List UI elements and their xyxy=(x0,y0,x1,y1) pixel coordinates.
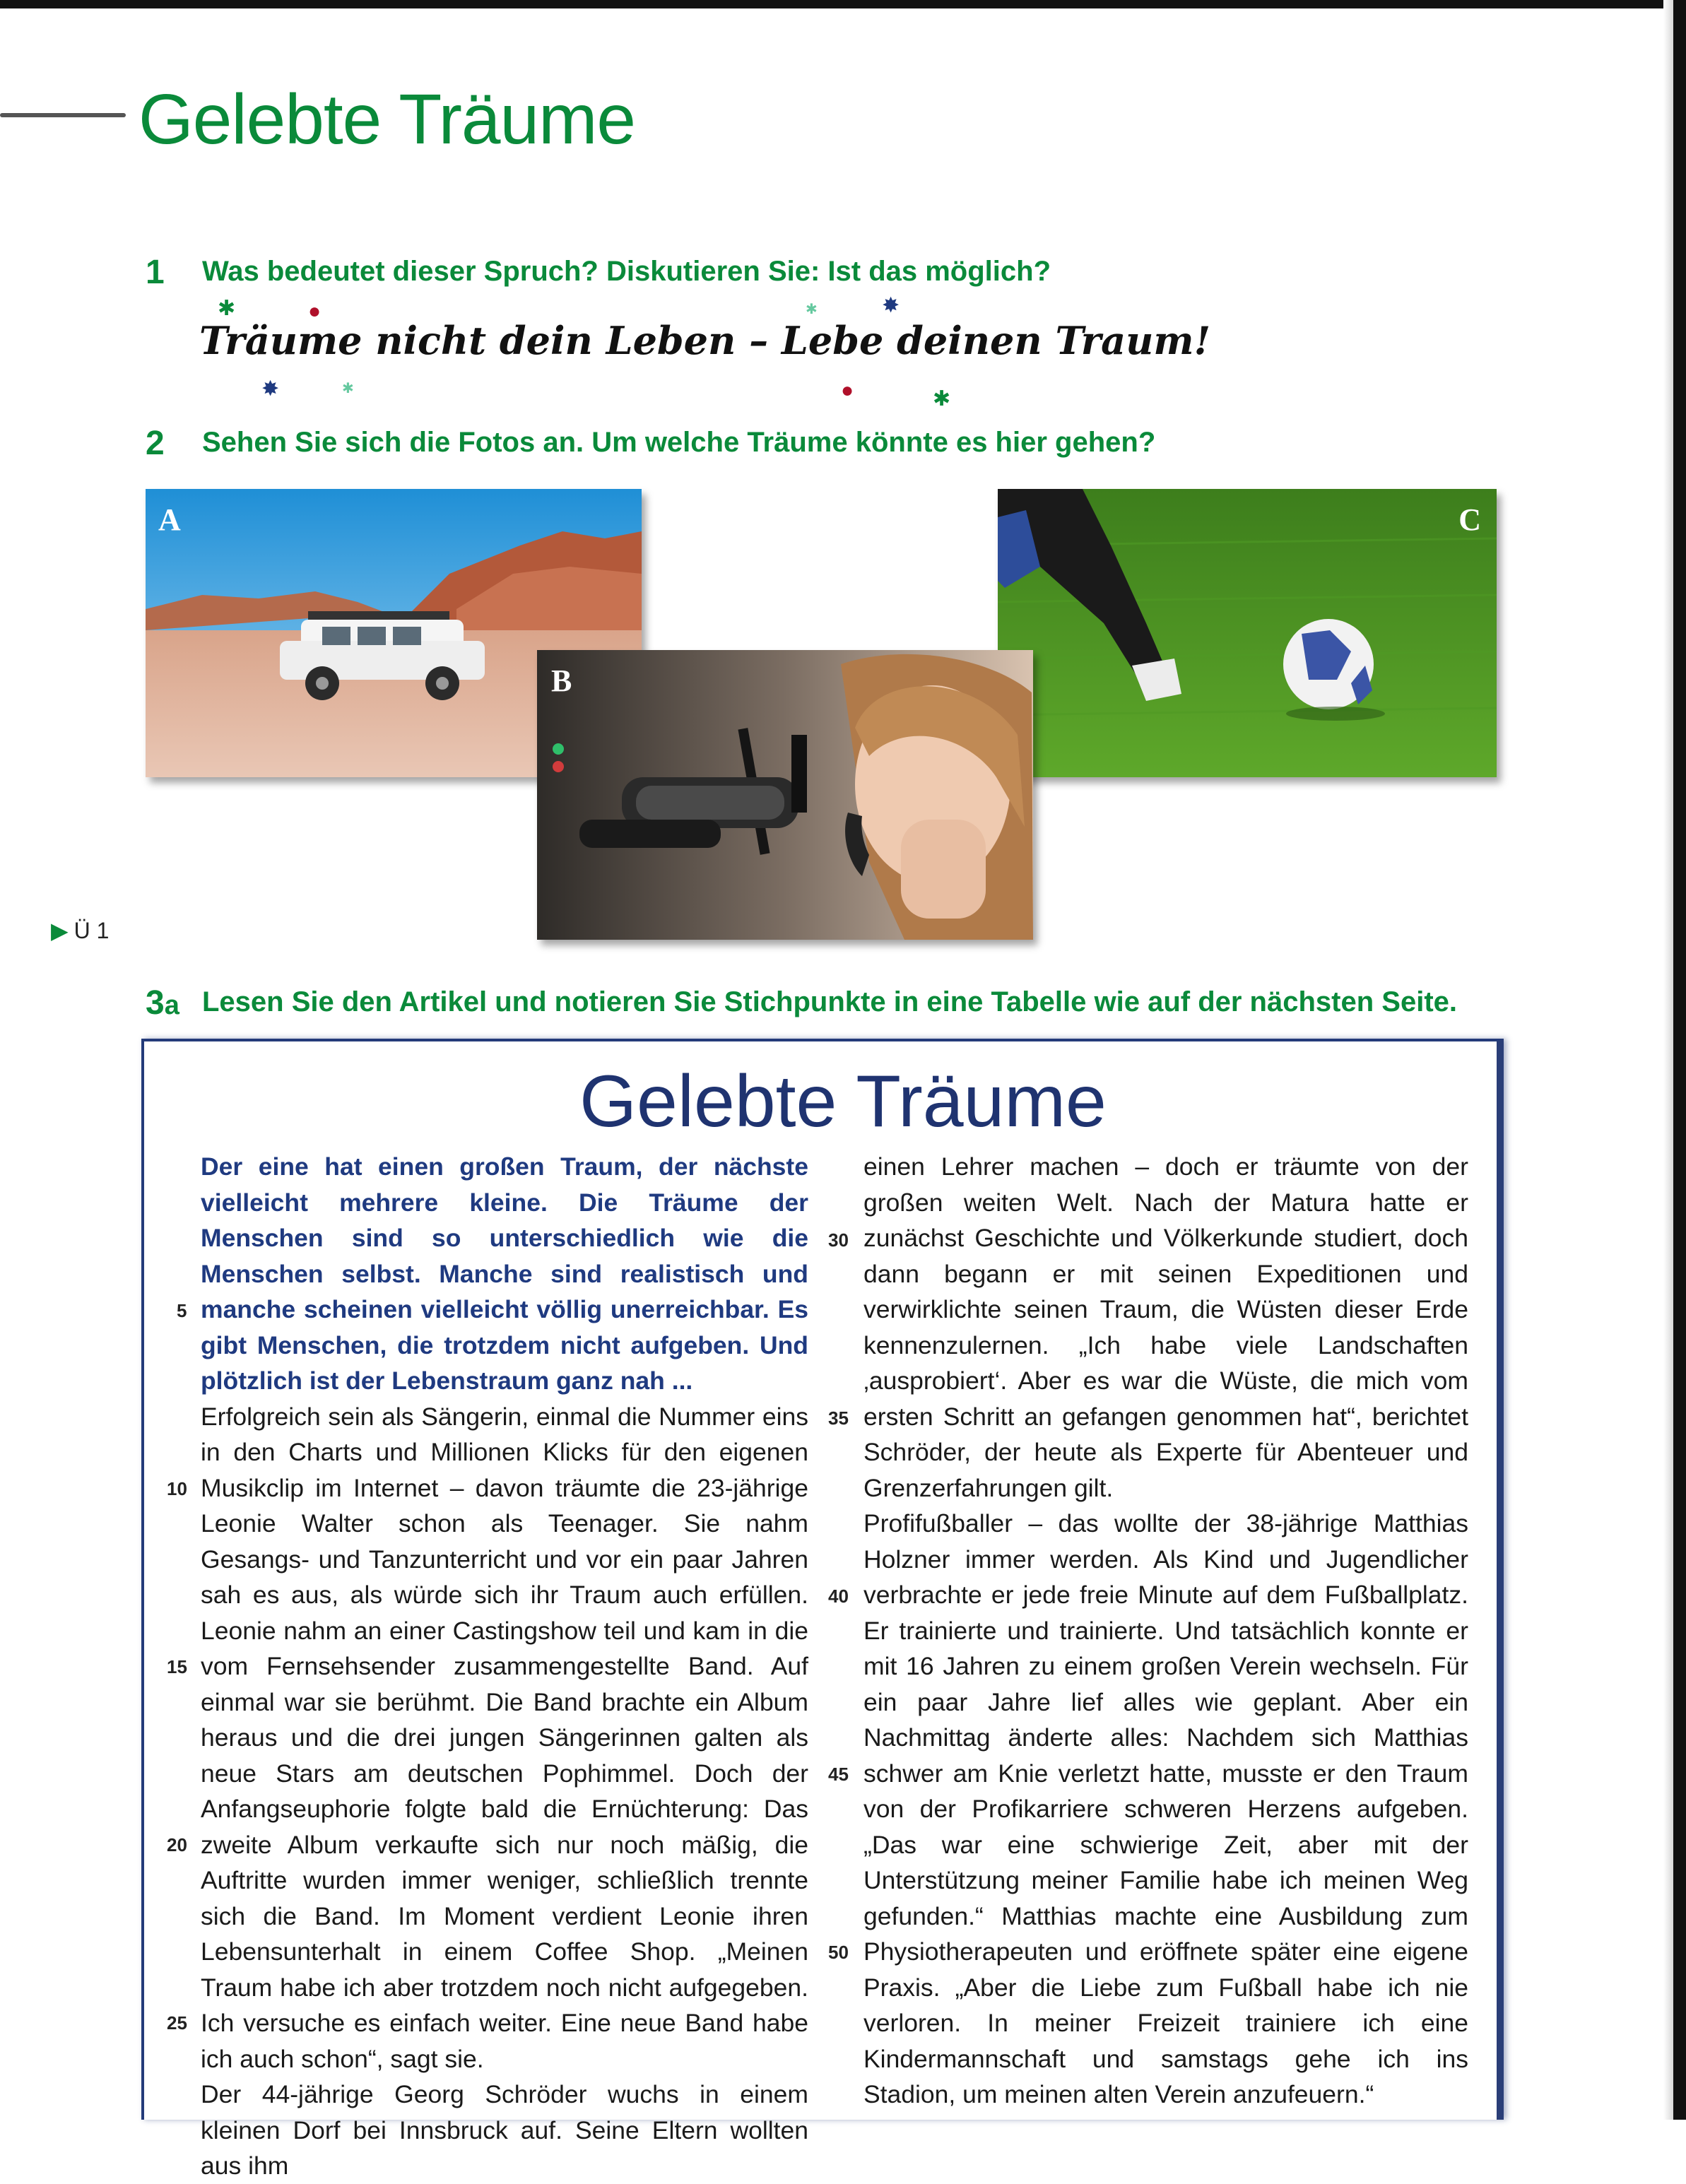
photo-b-singer xyxy=(537,650,1033,940)
line-number: 25 xyxy=(167,2012,187,2034)
task-1-text: Was bedeutet dieser Spruch? Diskutieren Sie: Ist das möglich? xyxy=(202,256,1051,287)
article-paragraph-georg-end: einen Lehrer machen – doch er träumte von der großen weiten Welt. Nach der Matura hatte er zunächst Geschichte und Völkerkunde studiert, doch dann begann er mit seinen Expeditionen und verwirklichte seinen Traum, die Wüsten dieser Erde kennenzulernen. „Ich habe viele Landschaften ‚ausprobiert‘. Aber es war die Wüste, die mich vom ersten Schritt an gefangen genommen hat“, berichtet Schröder, der heute als Experte für Abenteuer und Grenzerfahrungen gilt. xyxy=(863,1152,1468,1502)
task-3-number-digit: 3 xyxy=(146,984,165,1022)
article-column-right xyxy=(863,1149,1468,2113)
star-icon: ✱ xyxy=(806,302,818,317)
photo-b-label: B xyxy=(551,663,572,698)
star-icon: ✱ xyxy=(933,387,951,411)
football-image xyxy=(998,489,1497,777)
line-number: 40 xyxy=(828,1586,849,1607)
task-1 xyxy=(146,254,1051,291)
line-number: 50 xyxy=(828,1942,849,1963)
play-triangle-icon: ▶ xyxy=(51,918,69,943)
line-number: 5 xyxy=(177,1300,187,1321)
article-paragraph-leonie: Erfolgreich sein als Sängerin, einmal die Nummer eins in den Charts und Millionen Klicks für den eigenen Musikclip im Internet – davon träumte die 23-jährige Leonie Walter schon als Teenager. Sie nahm Gesangs- und Tanzunterricht und vor ein paar Jahren sah es aus, als würde sich ihr Traum auch erfüllen. Leonie nahm an einer Castingshow teil und kam in die vom Fernsehsender zusammengestellte Band. Auf einmal war sie berühmt. Die Band brachte ein Album heraus und die drei jungen Sängerinnen galten als neue Stars am deutschen Pophimmel. Doch der Anfangseuphorie folgte bald die Ernüchterung: Das zweite Album verkaufte sich nur noch mäßig, die Auftritte wurden immer weniger, schließlich trennte sich die Band. Im Moment verdient Leonie ihren Lebensunterhalt in einem Coffee Shop. „Meinen Traum habe ich aber trotzdem noch nicht aufgegeben. Ich versuche es einfach weiter. Eine neue Band habe ich auch schon“, sagt sie. xyxy=(201,1402,808,2073)
page-top-edge xyxy=(0,0,1686,8)
workbook-reference-text: Ü 1 xyxy=(73,918,110,943)
dot-icon: ● xyxy=(308,300,322,323)
article-lead: Der eine hat einen großen Traum, der nächste vielleicht mehrere kleine. Die Träume der Menschen sind so unterschiedlich wie die Menschen selbst. Manche sind realistisch und manche scheinen vielleicht völlig unerreichbar. Es gibt Menschen, die trotzdem nicht aufgeben. Und plötzlich ist der Lebenstraum ganz nah ... xyxy=(201,1152,808,1395)
article-paragraph-georg-start: Der 44-jährige Georg Schröder wuchs in einem kleinen Dorf bei Innsbruck auf. Seine Eltern wollten aus ihm xyxy=(201,2080,808,2180)
motto-text: Träume nicht dein Leben – Lebe deinen Traum! xyxy=(199,318,1211,363)
star-icon: ✱ xyxy=(342,381,354,396)
star-icon: ✱ xyxy=(218,297,236,320)
line-number: 45 xyxy=(828,1764,849,1785)
task-1-number: 1 xyxy=(146,254,165,291)
article-column-left xyxy=(201,1149,808,2184)
task-3-number xyxy=(146,984,179,1022)
page-title: Gelebte Träume xyxy=(138,80,636,159)
singer-image xyxy=(537,650,1033,940)
task-3-number-sub: a xyxy=(164,991,179,1020)
dot-icon: ● xyxy=(841,379,854,402)
line-number: 20 xyxy=(167,1834,187,1855)
line-number: 30 xyxy=(828,1229,849,1251)
title-rule xyxy=(0,113,126,117)
photo-c-football xyxy=(998,489,1497,777)
photo-c-label: C xyxy=(1458,502,1481,537)
workbook-reference xyxy=(51,917,109,944)
star-icon: ✸ xyxy=(261,377,280,401)
star-icon: ✸ xyxy=(882,294,900,317)
article-paragraph-matthias: Profifußballer – das wollte der 38-jährige Matthias Holzner immer werden. Als Kind und Jugendlicher verbrachte er jede freie Minute auf dem Fußballplatz. Er trainierte und trainierte. Und tatsächlich konnte er mit 16 Jahren zu einem großen Verein wechseln. Für ein paar Jahre lief alles wie geplant. Aber ein Nachmittag änderte alles: Nachdem sich Matthias schwer am Knie verletzt hatte, musste er den Traum von der Profikarriere schweren Herzens aufgeben. „Das war eine schwierige Zeit, aber mit der Unterstützung meiner Familie habe ich meinen Weg gefunden.“ Matthias machte eine Ausbildung zum Physiotherapeuten und eröffnete später eine eigene Praxis. „Aber die Liebe zum Fußball habe ich nie verloren. In meiner Freizeit trainiere ich eine Kindermannschaft und samstags gehe ich ins Stadion, um meinen alten Verein anzufeuern.“ xyxy=(863,1509,1468,2108)
task-3a-text: Lesen Sie den Artikel und notieren Sie Stichpunkte in eine Tabelle wie auf der nächsten Seite. xyxy=(202,986,1457,1017)
line-number: 15 xyxy=(167,1656,187,1677)
line-number: 35 xyxy=(828,1407,849,1429)
task-2-number: 2 xyxy=(146,425,165,462)
task-2 xyxy=(146,425,1156,462)
task-3a xyxy=(146,984,1457,1022)
photo-a-label: A xyxy=(158,502,181,537)
article-title: Gelebte Träume xyxy=(579,1061,1107,1143)
task-2-text: Sehen Sie sich die Fotos an. Um welche Träume könnte es hier gehen? xyxy=(202,427,1156,458)
line-number: 10 xyxy=(167,1478,187,1499)
